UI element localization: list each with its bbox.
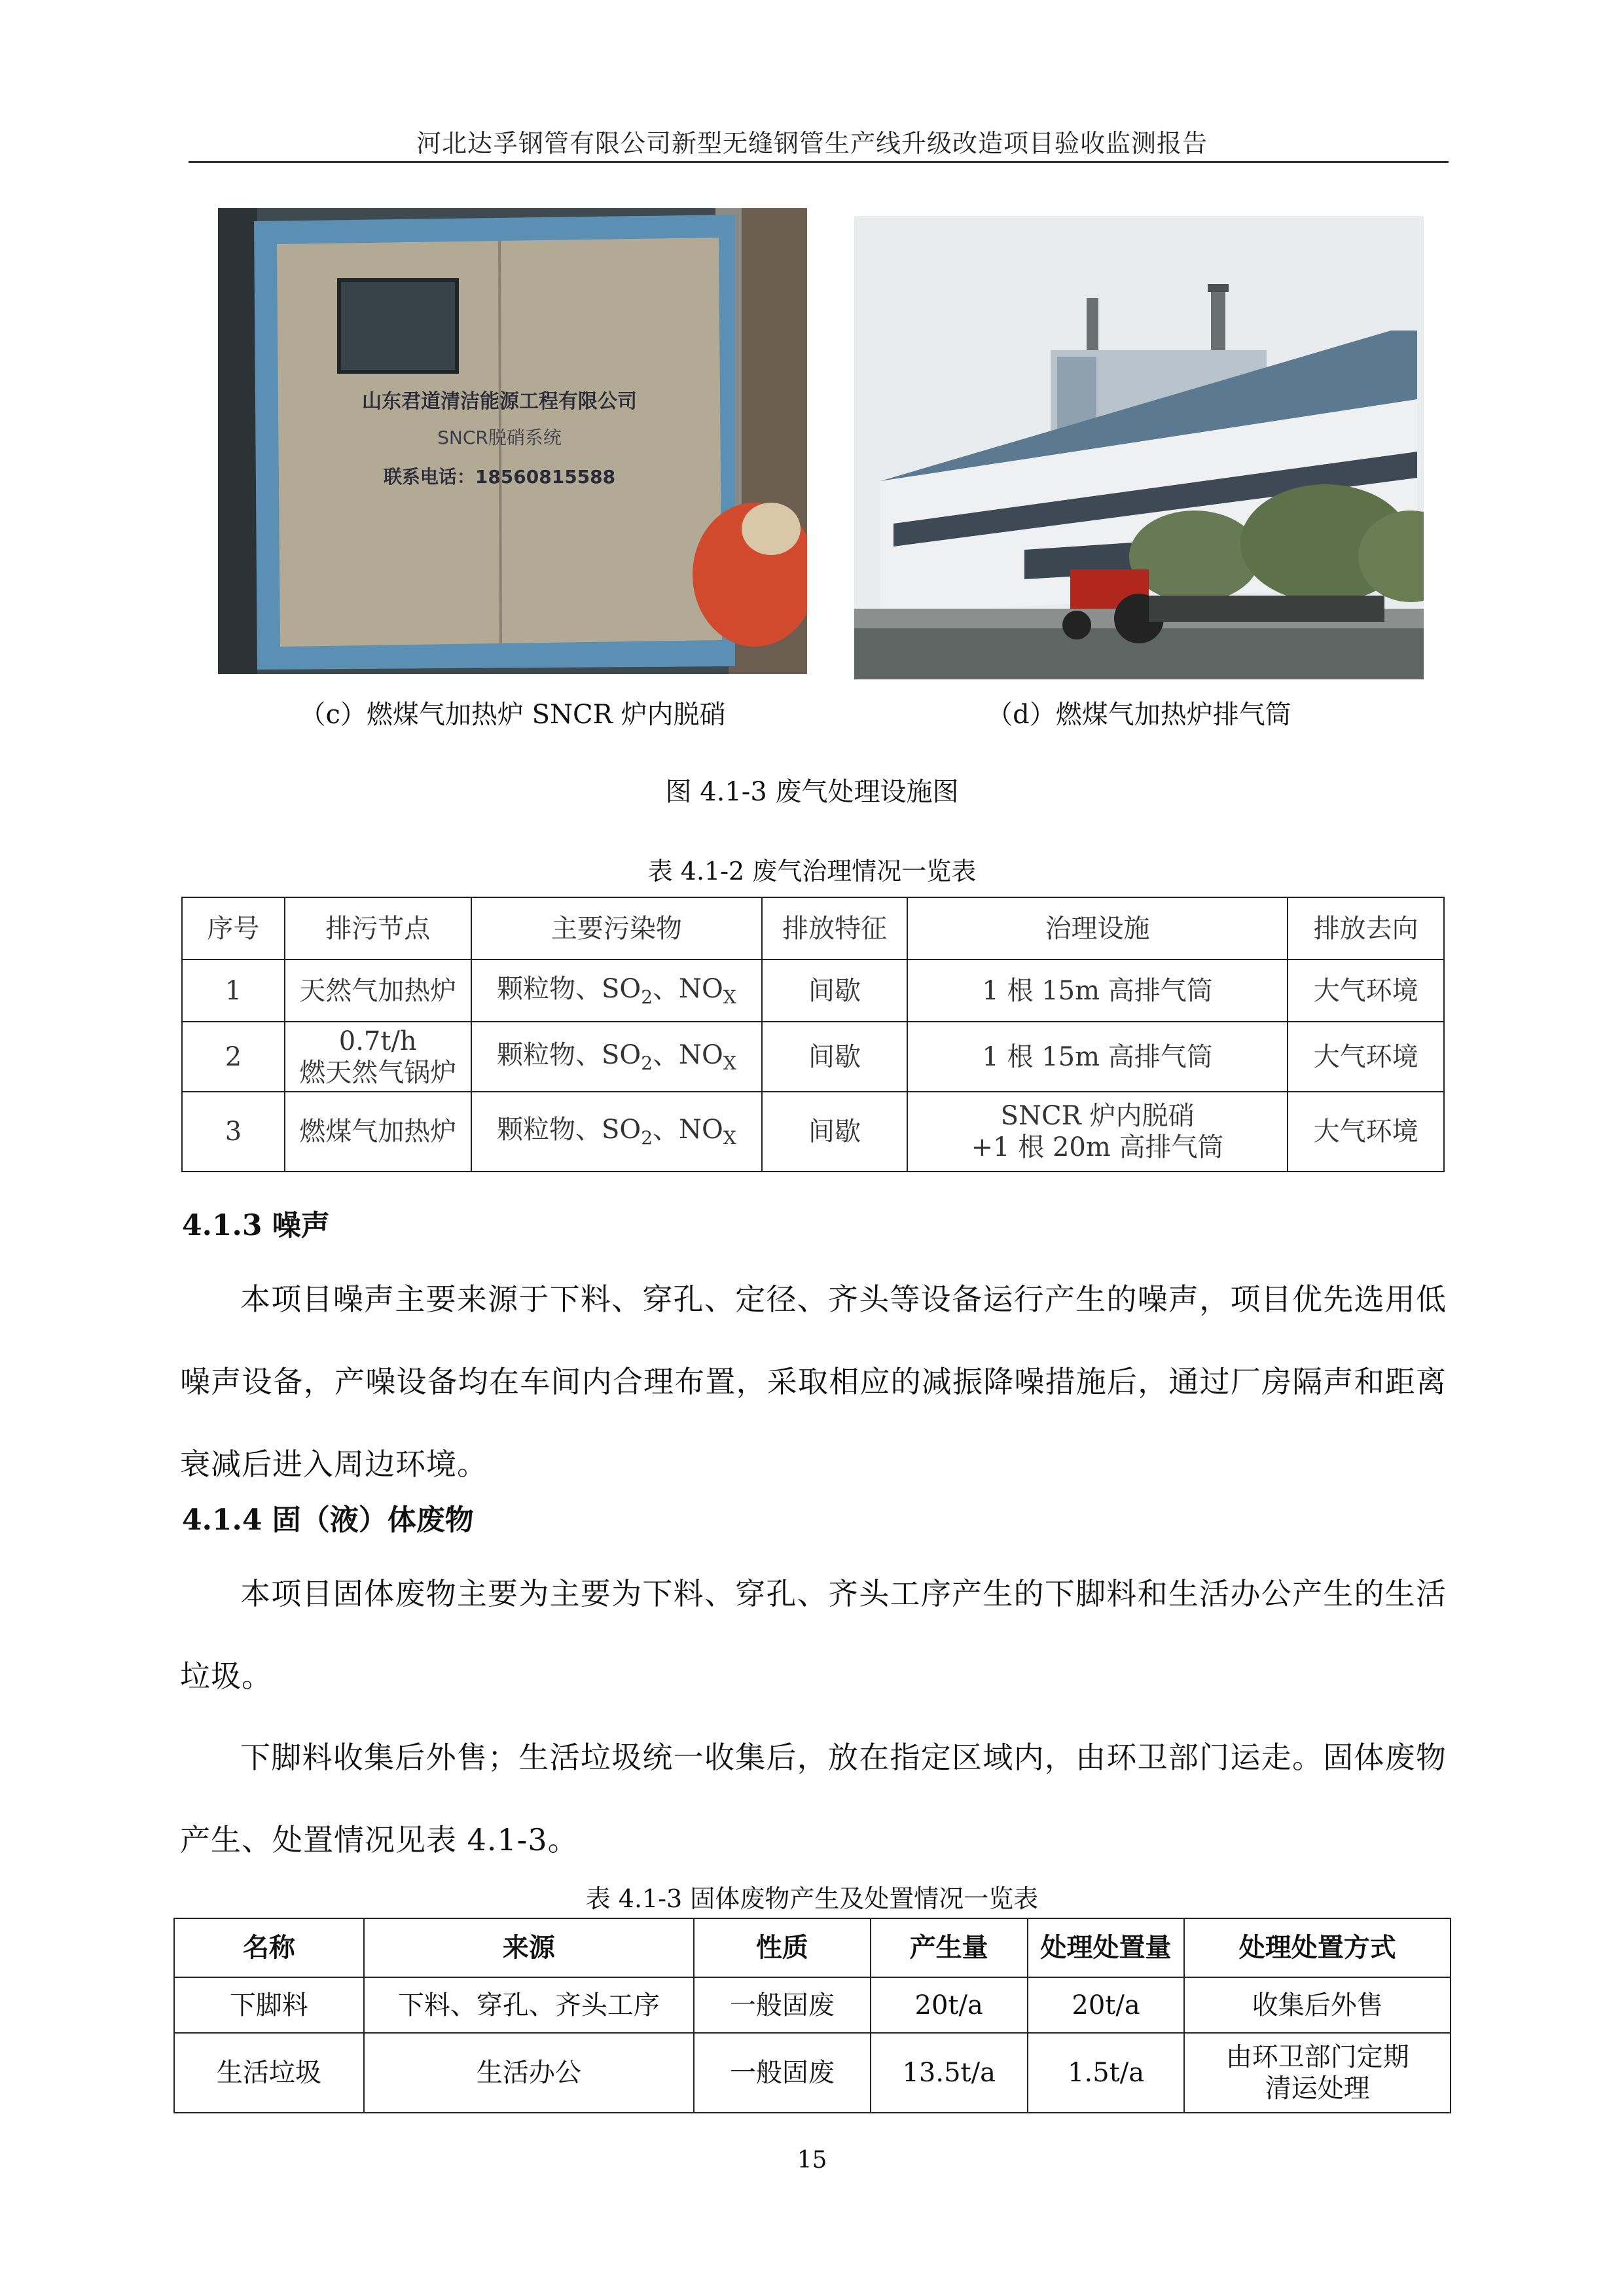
cell-destination: 大气环境 bbox=[1288, 1022, 1444, 1092]
cell-facility: SNCR 炉内脱硝 +1 根 20m 高排气筒 bbox=[907, 1092, 1288, 1172]
col-header-node: 排污节点 bbox=[285, 897, 471, 960]
col-header-name: 名称 bbox=[174, 1918, 364, 1977]
cell-pollutant: 颗粒物、$SO_2$、$NO_X$ bbox=[471, 1022, 763, 1092]
section-solid-paragraph-2: 下脚料收集后外售；生活垃圾统一收集后，放在指定区域内，由环卫部门运走。固体废物产生、处置情况见表 4.1-3。 bbox=[180, 1740, 1447, 1857]
table1-caption: 表 4.1-2 废气治理情况一览表 bbox=[647, 857, 977, 886]
table-row bbox=[182, 1092, 1444, 1172]
table-row bbox=[174, 1977, 1451, 2033]
col-header-nature: 性质 bbox=[694, 1918, 871, 1977]
cell-treated: 20t/a bbox=[1028, 1977, 1185, 2033]
cell-no: 1 bbox=[182, 960, 285, 1022]
table-row bbox=[174, 2033, 1451, 2113]
page-number: 15 bbox=[797, 2147, 827, 2174]
col-header-treated: 处理处置量 bbox=[1028, 1918, 1185, 1977]
col-header-method: 处理处置方式 bbox=[1184, 1918, 1451, 1977]
cell-facility: 1 根 15m 高排气筒 bbox=[907, 1022, 1288, 1092]
cell-destination: 大气环境 bbox=[1288, 1092, 1444, 1172]
col-header-produced: 产生量 bbox=[871, 1918, 1028, 1977]
cell-source: 生活办公 bbox=[364, 2033, 694, 2113]
cell-produced: 20t/a bbox=[871, 1977, 1028, 2033]
cell-pollutant: 颗粒物、$SO_2$、$NO_X$ bbox=[471, 960, 763, 1022]
col-header-no: 序号 bbox=[182, 897, 285, 960]
cell-method: 由环卫部门定期 清运处理 bbox=[1184, 2033, 1451, 2113]
cell-no: 2 bbox=[182, 1022, 285, 1092]
col-header-facility: 治理设施 bbox=[907, 897, 1288, 960]
cell-name: 下脚料 bbox=[174, 1977, 364, 2033]
table-header-row bbox=[182, 897, 1444, 960]
section-solid-paragraph-1: 本项目固体废物主要为主要为下料、穿孔、齐头工序产生的下脚料和生活办公产生的生活垃圾。 bbox=[180, 1576, 1447, 1694]
cell-node: 0.7t/h 燃天然气锅炉 bbox=[285, 1022, 471, 1092]
exhaust-treatment-table bbox=[181, 897, 1445, 1172]
cell-nature: 一般固废 bbox=[694, 1977, 871, 2033]
cell-method: 收集后外售 bbox=[1184, 1977, 1451, 2033]
cell-destination: 大气环境 bbox=[1288, 960, 1444, 1022]
cell-name: 生活垃圾 bbox=[174, 2033, 364, 2113]
cell-node: 燃煤气加热炉 bbox=[285, 1092, 471, 1172]
cell-feature: 间歇 bbox=[762, 1092, 907, 1172]
table2-caption: 表 4.1-3 固体废物产生及处置情况一览表 bbox=[585, 1884, 1039, 1913]
section-noise-paragraph: 本项目噪声主要来源于下料、穿孔、定径、齐头等设备运行产生的噪声，项目优先选用低噪声设备，产噪设备均在车间内合理布置，采取相应的减振降噪措施后，通过厂房隔声和距离衰减后进入周边环境。 bbox=[180, 1282, 1447, 1482]
cell-nature: 一般固废 bbox=[694, 2033, 871, 2113]
sign-system-name: SNCR脱硝系统 bbox=[437, 427, 562, 448]
figure-caption: 图 4.1-3 废气处理设施图 bbox=[665, 777, 959, 807]
cell-produced: 13.5t/a bbox=[871, 2033, 1028, 2113]
section-noise-heading: 4.1.3 噪声 bbox=[182, 1209, 330, 1242]
table-header-row bbox=[174, 1918, 1451, 1977]
col-header-pollutant: 主要污染物 bbox=[471, 897, 763, 960]
photo-d-caption: （d）燃煤气加热炉排气筒 bbox=[986, 700, 1291, 730]
cell-no: 3 bbox=[182, 1092, 285, 1172]
cell-pollutant: 颗粒物、$SO_2$、$NO_X$ bbox=[471, 1092, 763, 1172]
table-row bbox=[182, 960, 1444, 1022]
col-header-destination: 排放去向 bbox=[1288, 897, 1444, 960]
sign-phone: 联系电话：18560815588 bbox=[383, 466, 616, 488]
section-solid-heading: 4.1.4 固（液）体废物 bbox=[182, 1503, 474, 1537]
table-row bbox=[182, 1022, 1444, 1092]
cell-feature: 间歇 bbox=[762, 1022, 907, 1092]
solid-waste-table bbox=[173, 1918, 1451, 2113]
cell-source: 下料、穿孔、齐头工序 bbox=[364, 1977, 694, 2033]
report-header-title: 河北达孚钢管有限公司新型无缝钢管生产线升级改造项目验收监测报告 bbox=[416, 129, 1208, 158]
col-header-feature: 排放特征 bbox=[762, 897, 907, 960]
cell-feature: 间歇 bbox=[762, 960, 907, 1022]
photo-sncr-cabinet bbox=[218, 208, 807, 674]
header-divider bbox=[189, 161, 1449, 163]
cell-treated: 1.5t/a bbox=[1028, 2033, 1185, 2113]
photo-exhaust-stack bbox=[854, 216, 1424, 679]
photo-c-caption: （c）燃煤气加热炉 SNCR 炉内脱硝 bbox=[299, 700, 726, 730]
col-header-source: 来源 bbox=[364, 1918, 694, 1977]
cell-node: 天然气加热炉 bbox=[285, 960, 471, 1022]
sign-company-name: 山东君道清洁能源工程有限公司 bbox=[362, 390, 637, 413]
cell-facility: 1 根 15m 高排气筒 bbox=[907, 960, 1288, 1022]
